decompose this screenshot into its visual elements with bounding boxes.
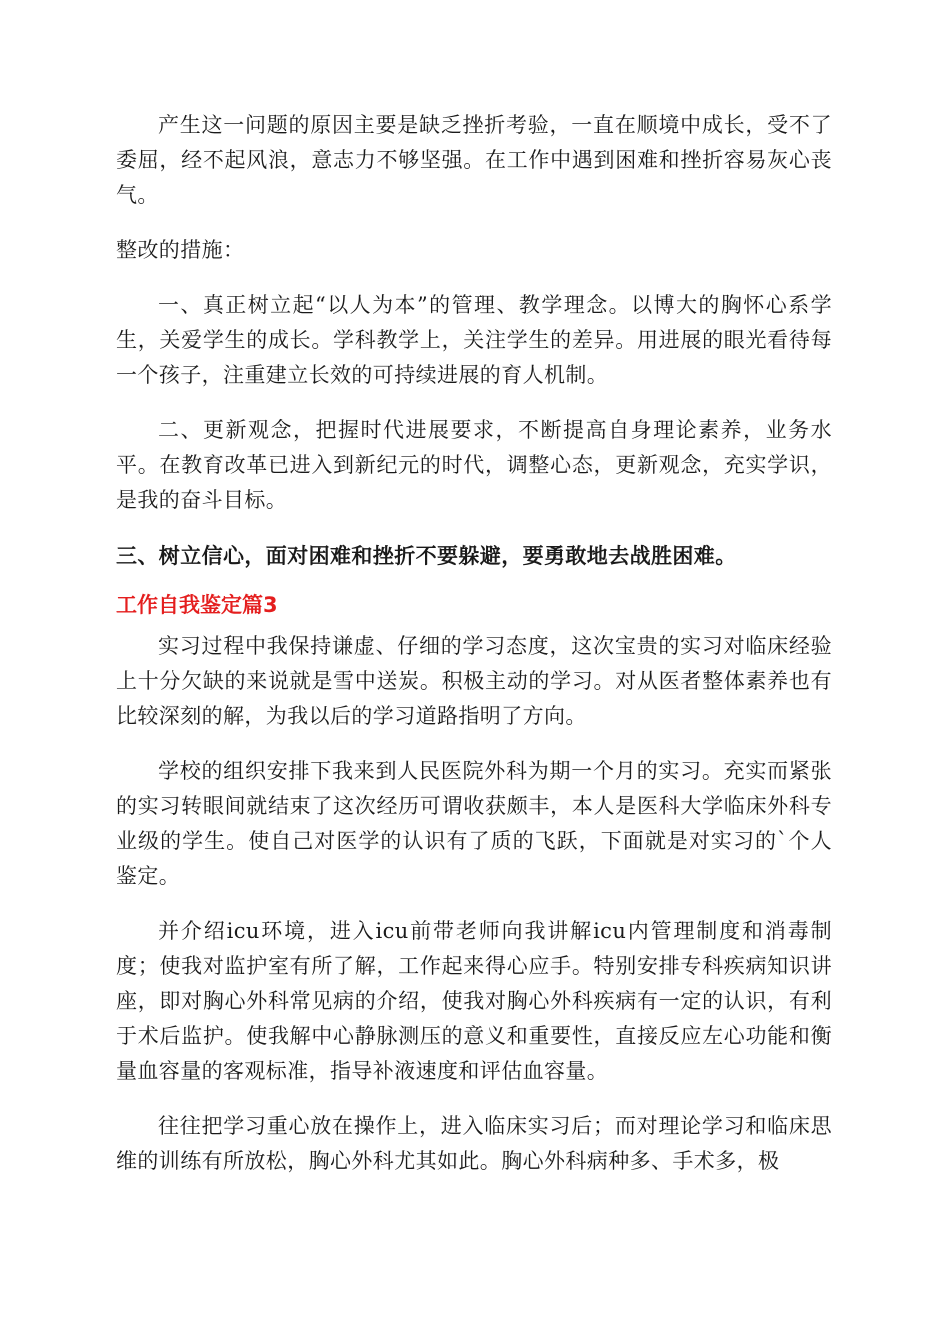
section-title: 工作自我鉴定篇3 (116, 593, 278, 617)
paragraph-measure-three: 三、树立信心，面对困难和挫折不要躲避，要勇敢地去战胜困难。 (116, 543, 737, 568)
paragraph-cause: 产生这一问题的原因主要是缺乏挫折考验，一直在顺境中成长，受不了委屈，经不起风浪，意志力不够坚强。在工作中遇到困难和挫折容易灰心丧气。 (116, 113, 832, 207)
paragraph-icu-introduction: 并介绍icu环境，进入icu前带老师向我讲解icu内管理制度和消毒制度；使我对监护室有所了解，工作起来得心应手。特别安排专科疾病知识讲座，即对胸心外科常见病的介绍，使我对胸心外科疾病有一定的认识，有利于术后监护。使我解中心静脉测压的意义和重要性，直接反应左心功能和衡量血容量的客观标准，指导补液速度和评估血容量。 (116, 919, 832, 1083)
paragraph-internship-arrangement: 学校的组织安排下我来到人民医院外科为期一个月的实习。充实而紧张的实习转眼间就结束了这次经历可谓收获颇丰，本人是医科大学临床外科专业级的学生。使自己对医学的认识有了质的飞跃，下面就是对实习的`个人鉴定。 (116, 759, 832, 888)
paragraph-internship-attitude: 实习过程中我保持谦虚、仔细的学习态度，这次宝贵的实习对临床经验上十分欠缺的来说就是雪中送炭。积极主动的学习。对从医者整体素养也有比较深刻的解，为我以后的学习道路指明了方向。 (116, 634, 832, 728)
document-body (116, 108, 832, 1197)
paragraph-measure-two: 二、更新观念，把握时代进展要求，不断提高自身理论素养，业务水平。在教育改革已进入到新纪元的时代，调整心态，更新观念，充实学识，是我的奋斗目标。 (116, 418, 832, 512)
paragraph-measure-one: 一、真正树立起“以人为本”的管理、教学理念。以博大的胸怀心系学生，关爱学生的成长。学科教学上，关注学生的差异。用进展的眼光看待每一个孩子，注重建立长效的可持续进展的育人机制。 (116, 293, 832, 387)
paragraph-measures-heading: 整改的措施： (116, 238, 245, 262)
paragraph-study-focus: 往往把学习重心放在操作上，进入临床实习后；而对理论学习和临床思维的训练有所放松，胸心外科尤其如此。胸心外科病种多、手术多，极 (116, 1114, 832, 1173)
